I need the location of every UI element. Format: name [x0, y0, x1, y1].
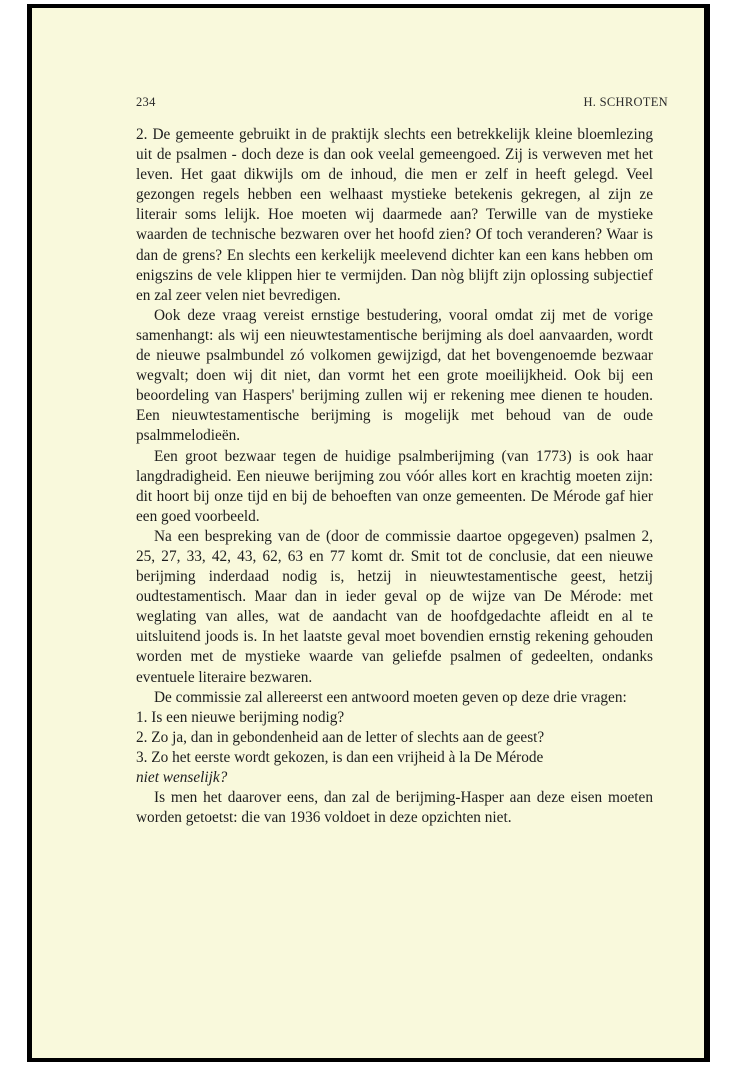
paragraph-6: Is men het daarover eens, dan zal de berijming-Hasper aan deze eisen moeten worden getoetst: die van 1936 voldoet in deze opzichten niet. [136, 789, 653, 827]
question-2: 2. Zo ja, dan in gebondenheid aan de letter of slechts aan de geest? [136, 728, 545, 746]
paragraph-2: Ook deze vraag vereist ernstige bestudering, vooral omdat zij met de vorige samenhangt: als wij een nieuwtestamentische berijming als doel aanvaarden, wordt de nieuwe psalmbundel zó volkomen gewijzigd, dat het bovengenoemde bezwaar wegvalt; doen wij dit niet, dan vormt het een grote moeilijkheid. Ook bij een beoordeling van Haspers' berijming zullen wij er rekening mee dienen te houden. Een nieuwtestamentische berijming is mogelijk met behoud van de oude psalmmelodieën. [136, 306, 653, 445]
body-text [136, 125, 653, 828]
question-3-italic: niet wenselijk? [136, 769, 228, 786]
page-number: 234 [136, 95, 156, 109]
book-page [32, 8, 704, 1058]
question-3: 3. Zo het eerste wordt gekozen, is dan een vrijheid à la De Mérode [136, 748, 544, 766]
running-title: H. SCHROTEN [583, 95, 668, 109]
paragraph-3: Een groot bezwaar tegen de huidige psalmberijming (van 1773) is ook haar langdradigheid. Een nieuwe berijming zou vóór alles kort en krachtig moeten zijn: dit hoort bij onze tijd en bij de behoeften van onze gemeenten. De Mérode gaf hier een goed voorbeeld. [136, 447, 653, 525]
running-head [136, 95, 668, 110]
paragraph-5: De commissie zal allereerst een antwoord moeten geven op deze drie vragen: [154, 688, 627, 706]
question-3-continued [136, 768, 653, 788]
paragraph-4: Na een bespreking van de (door de commissie daartoe opgegeven) psalmen 2, 25, 27, 33, 42, 43, 62, 63 en 77 komt dr. Smit tot de conclusie, dat een nieuwe berijming inderdaad nodig is, hetzij in nieuwtestamentische geest, hetzij oudtestamentisch. Maar dan in ieder geval op de wijze van De Mérode: met weglating van alles, wat de aandacht van de hoofdgedachte afleidt en al te uitsluitend joods is. In het laatste geval moet bovendien ernstig rekening gehouden worden met de mystieke waarde van geliefde psalmen of gedeelten, ondanks eventuele literaire bezwaren. [136, 527, 653, 686]
question-1: 1. Is een nieuwe berijming nodig? [136, 708, 345, 726]
paragraph-1: 2. De gemeente gebruikt in de praktijk slechts een betrekkelijk kleine bloemlezing uit de psalmen - doch deze is dan ook veelal gemeengoed. Zij is verweven met het leven. Het gaat dikwijls om de inhoud, die men er zelf in heeft gelegd. Veel gezongen regels hebben een welhaast mystieke betekenis gekregen, al zijn ze literair soms lelijk. Hoe moeten wij daarmede aan? Terwille van de mystieke waarden de technische bezwaren over het hoofd zien? Of toch veranderen? Waar is dan de grens? En slechts een kerkelijk meelevend dichter kan een kans hebben om enigszins de vele klippen hier te vermijden. Dan nòg blijft zijn oplossing subjectief en zal zeer velen niet bevredigen. [136, 126, 653, 304]
scan-border [27, 4, 710, 1062]
